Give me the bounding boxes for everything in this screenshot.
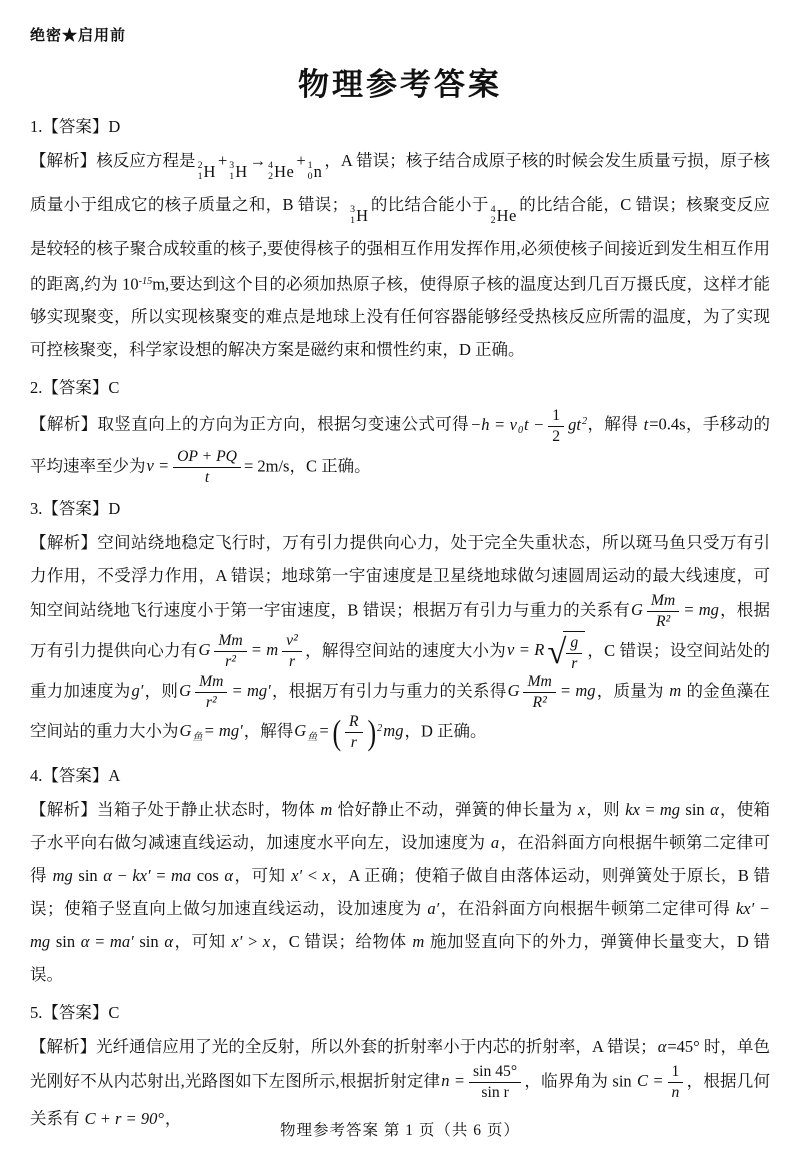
fraction xyxy=(214,632,246,671)
math-variable: = m xyxy=(250,640,279,660)
fraction xyxy=(523,673,555,712)
text-run: ，解得 xyxy=(587,415,643,435)
sqrt-expression xyxy=(547,631,585,673)
math-variable: x′ > x xyxy=(231,931,271,951)
nuclide-notation xyxy=(350,199,368,232)
mass-number: 2 xyxy=(197,160,203,171)
text-run: sin xyxy=(134,931,164,951)
math-variable: mg xyxy=(383,721,404,741)
text-run: ，使箱子水平向右做匀减速直线运动，加速度水平向左，设加速度为 xyxy=(30,799,771,852)
text-run: =0.4s，手移动的平均速率至少为 xyxy=(30,415,771,475)
nuclide-prescripts xyxy=(308,160,313,183)
math-variable: α xyxy=(657,1036,667,1056)
text-run: 施加竖直向下的外力，弹簧伸长量变大，D 错误。 xyxy=(30,931,770,984)
math-variable: m xyxy=(320,799,333,819)
text-run: ，C 错误；设空间站处的重力加速度为 xyxy=(30,640,770,700)
math-variable: a xyxy=(490,832,500,852)
fraction-numerator: R xyxy=(345,713,363,733)
text-run: ，则 xyxy=(144,681,179,700)
element-symbol: n xyxy=(313,161,323,181)
text-run: m,要达到这个目的必须加热原子核，使得原子核的温度达到几百万摄氏度，这样才能够实现聚变，所以实现核聚变的难点是地球上没有任何容器能够经受热核反应所需的温度，为了实现可控核聚变，科学家设想的解决方案是磁约束和惯性约束，D 正确。 xyxy=(30,274,770,360)
nuclide-prescripts xyxy=(198,160,203,183)
math-variable: G xyxy=(198,640,211,660)
text-run: 的金鱼藻在空间站的重力大小为 xyxy=(30,681,771,741)
text-run: ，D 正确。 xyxy=(404,721,487,741)
text-run: 的比结合能小于 xyxy=(370,194,489,214)
text-run: ，根据几何关系有 xyxy=(30,1071,771,1128)
answer-line: 1.【答案】D xyxy=(30,117,121,136)
math-variable: G xyxy=(179,681,192,700)
nuclide-notation xyxy=(198,155,216,188)
fraction-numerator: sin 45° xyxy=(469,1063,521,1083)
math-variable: g′ xyxy=(131,681,144,700)
text-run: 恰好静止不动，弹簧的伸长量为 xyxy=(333,799,577,819)
answer-section-3 xyxy=(30,496,770,754)
fraction-numerator: OP + PQ xyxy=(173,448,241,468)
explanation-paragraph xyxy=(30,144,770,366)
text-run: ，根据万有引力提供向心力有 xyxy=(30,599,771,660)
fraction xyxy=(566,634,582,673)
math-variable: m xyxy=(669,681,682,700)
radical-sign: √ xyxy=(547,632,567,671)
fraction-denominator: R² xyxy=(532,693,547,711)
text-run: ，质量为 xyxy=(596,681,669,700)
fraction-numerator: Mm xyxy=(214,632,246,652)
superscript: 2 xyxy=(377,722,383,734)
math-variable: α − kx′ = ma xyxy=(103,865,192,885)
text-run: 【解析】当箱子处于静止状态时，物体 xyxy=(30,799,320,819)
text-run: → xyxy=(249,151,267,170)
mass-number: 3 xyxy=(229,160,235,171)
fraction-denominator: r xyxy=(571,654,578,672)
classification-label: 绝密★启用前 xyxy=(30,28,127,44)
nuclide-prescripts xyxy=(229,160,234,183)
math-variable: x xyxy=(577,799,586,819)
mass-number: 1 xyxy=(307,160,313,171)
math-variable: v = xyxy=(146,455,170,475)
mass-number: 4 xyxy=(268,160,274,171)
math-variable: = mg xyxy=(683,599,719,619)
mass-number: 3 xyxy=(350,203,356,215)
fraction xyxy=(173,448,241,487)
math-variable: G xyxy=(630,599,643,619)
element-symbol: H xyxy=(203,161,216,181)
math-variable: a′ xyxy=(427,898,440,918)
nuclide-prescripts xyxy=(491,204,496,227)
fraction xyxy=(345,713,363,752)
fraction-denominator: sin r xyxy=(481,1083,509,1101)
fraction-denominator: r² xyxy=(225,653,236,671)
math-variable: n = xyxy=(441,1071,466,1091)
fraction-numerator: 1 xyxy=(548,407,564,427)
text-run: ，在沿斜面方向根据牛顿第二定律可得 xyxy=(30,832,771,885)
fraction-denominator: r xyxy=(350,734,357,752)
math-variable: α xyxy=(224,865,234,885)
math-variable: v = R xyxy=(507,640,545,660)
nuclide-notation xyxy=(308,155,323,188)
answer-line: 2.【答案】C xyxy=(30,378,120,398)
superscript: 2 xyxy=(581,416,588,428)
fraction-numerator: 1 xyxy=(668,1063,684,1083)
math-variable: kx = mg xyxy=(625,799,681,819)
math-variable: G xyxy=(179,721,192,741)
fraction xyxy=(548,407,564,446)
text-run: ，则 xyxy=(586,799,625,819)
math-variable: C = xyxy=(637,1071,664,1091)
text-run: ，解得 xyxy=(243,721,294,741)
fraction-numerator: g xyxy=(566,634,582,654)
text-run: 【解析】光纤通信应用了光的全反射，所以外套的折射率小于内芯的折射率，A 错误； xyxy=(30,1036,657,1056)
math-variable: α xyxy=(164,931,173,951)
math-variable: m xyxy=(412,931,425,951)
text-run: ，A 错误；核子结合成原子核的时候会发生质量亏损，原子核质量小于组成它的核子质量之和，B 错误； xyxy=(30,151,771,214)
answer-line: 3.【答案】D xyxy=(30,498,121,518)
element-symbol: H xyxy=(235,161,248,181)
math-variable: = mg′ xyxy=(231,681,271,700)
explanation-paragraph xyxy=(30,405,770,486)
answer-section-5 xyxy=(30,1000,770,1135)
text-run: 的比结合能，C 错误；核聚变反应是较轻的核子聚合成较重的核子,要使得核子的强相互作用发挥作用,必须使核子间接近到发生相互作用的距离,约为 10 xyxy=(30,194,770,294)
nuclide-prescripts xyxy=(268,160,273,183)
text-run: + xyxy=(217,151,228,170)
atomic-number: 1 xyxy=(229,171,235,183)
subscript: 鱼 xyxy=(192,731,203,743)
text-run: ，临界角为 sin xyxy=(524,1071,637,1091)
fraction xyxy=(647,592,679,631)
text-run: = 2m/s，C 正确。 xyxy=(243,455,371,475)
math-variable: = xyxy=(318,721,330,741)
atomic-number: 0 xyxy=(307,171,313,183)
text-run: sin xyxy=(51,931,80,951)
math-variable: = mg′ xyxy=(203,721,243,741)
answer-section-4 xyxy=(30,763,770,991)
text-run: 【解析】空间站绕地稳定飞行时，万有引力提供向心力，处于完全失重状态，所以斑马鱼只受万有引力作用，不受浮力作用，A 错误；地球第一宇宙速度是卫星绕地球做匀速圆周运动的最大线速度，可知空间站绕地飞行速度小于第一宇宙速度，B 错误；根据万有引力与重力的关系有 xyxy=(30,532,770,619)
fraction xyxy=(668,1063,684,1102)
fraction-denominator: R² xyxy=(655,612,671,630)
math-variable: α = ma′ xyxy=(80,931,134,951)
text-run: 【解析】核反应方程是 xyxy=(30,151,196,170)
text-run: + xyxy=(296,151,306,170)
fraction-denominator: 2 xyxy=(552,427,561,445)
math-variable: x′ < x xyxy=(291,865,330,885)
fraction-denominator: t xyxy=(204,468,210,486)
mass-number: 4 xyxy=(490,203,496,215)
atomic-number: 1 xyxy=(350,215,356,227)
text-run: ，在沿斜面方向根据牛顿第二定律可得 xyxy=(440,898,735,918)
fraction xyxy=(469,1063,521,1102)
text-run: 【解析】取竖直向上的方向为正方向，根据匀变速公式可得 xyxy=(30,415,470,435)
math-variable: t xyxy=(643,415,649,435)
math-variable: gt xyxy=(568,415,581,435)
explanation-paragraph: 【解析】空间站绕地稳定飞行时，万有引力提供向心力，处于完全失重状态，所以斑马鱼只受万有引力作用，不受浮力作用，A 错误；地球第一宇宙速度是卫星绕地球做匀速圆周运动的最大线速度，可知空间站绕地飞行速度小于第一宇宙速度，B 错误；根据万有引力与重力的关系有G $\frac{Mm}{\text{R²}}$ = mg，根据万有引力提供向心力有G $\frac{Mm}{\text{r²}}$ = m $\frac{\text{v²}}{r}$ ，解得空间站的速度大小为v = R √ $\frac{g}{r}$ ，C 错误；设空间站处的重力加速度为g′，则G $\frac{Mm}{\text{r²}}$ = mg′，根据万有引力与重力的关系得G $\frac{Mm}{\text{R²}}$ = mg，质量为 m 的金鱼藻在空间站的重力大小为$G_鱼= mg'$，解得$G_鱼=$( $\frac{R}{r}$ )$^2$mg，D 正确。 xyxy=(30,532,771,752)
text-run: ，C 错误；给物体 xyxy=(271,931,412,951)
fraction-denominator: r² xyxy=(205,693,217,711)
nuclide-prescripts xyxy=(350,204,355,227)
fraction-numerator: Mm xyxy=(195,673,227,693)
text-run: =45° 时，单色光刚好不从内芯射出,光路图如下左图所示,根据折射定律 xyxy=(30,1036,771,1091)
math-variable: G xyxy=(294,721,307,741)
text-run: ，A 正确；使箱子做自由落体运动，则弹簧处于原长，B 错误；使箱子竖直向上做匀加速直线运动，设加速度为 xyxy=(30,865,771,918)
nuclide-notation xyxy=(491,199,517,232)
text-run: ，可知 xyxy=(173,931,231,951)
atomic-number: 2 xyxy=(268,171,274,183)
fraction-numerator: Mm xyxy=(523,673,555,693)
math-variable: α xyxy=(710,799,719,819)
text-run: ，可知 xyxy=(234,865,291,885)
math-variable: t − xyxy=(524,415,545,435)
text-run: ，根据万有引力与重力的关系得 xyxy=(271,681,507,700)
text-run: ， xyxy=(164,1108,182,1128)
fraction-denominator: n xyxy=(671,1083,680,1101)
text-run: cos xyxy=(192,865,224,885)
subscript: 0 xyxy=(517,425,524,437)
text-run: sin xyxy=(681,799,710,819)
fraction-numerator: Mm xyxy=(647,592,679,612)
fraction-numerator: v² xyxy=(282,632,302,652)
superscript: -15 xyxy=(138,275,153,287)
math-variable: −h = v xyxy=(470,415,517,435)
element-symbol: He xyxy=(496,205,517,225)
answer-section-2 xyxy=(30,375,770,486)
fraction-denominator: r xyxy=(288,653,296,671)
math-variable: G xyxy=(507,681,520,700)
element-symbol: He xyxy=(274,161,295,181)
element-symbol: H xyxy=(356,205,369,225)
nuclide-notation xyxy=(268,155,294,188)
text-run: ，解得空间站的速度大小为 xyxy=(304,640,507,660)
atomic-number: 2 xyxy=(490,215,496,227)
text-run: sin xyxy=(73,865,103,885)
answer-section-1 xyxy=(30,114,770,366)
math-variable: kx′ − mg xyxy=(30,898,770,951)
page-title: 物理参考答案 xyxy=(298,67,502,102)
fraction xyxy=(195,673,227,712)
nuclide-notation xyxy=(229,155,247,188)
atomic-number: 1 xyxy=(197,171,203,183)
page-footer: 物理参考答案 第 1 页（共 6 页） xyxy=(280,1122,520,1139)
math-variable: = mg xyxy=(559,681,596,700)
answer-line: 4.【答案】A xyxy=(30,765,121,785)
sqrt-body xyxy=(563,631,585,673)
answer-line: 5.【答案】C xyxy=(30,1002,120,1022)
math-variable: mg xyxy=(52,865,73,885)
fraction xyxy=(282,632,302,671)
explanation-paragraph xyxy=(30,793,770,991)
subscript: 鱼 xyxy=(307,731,318,743)
math-variable: C + r = 90° xyxy=(84,1108,164,1128)
